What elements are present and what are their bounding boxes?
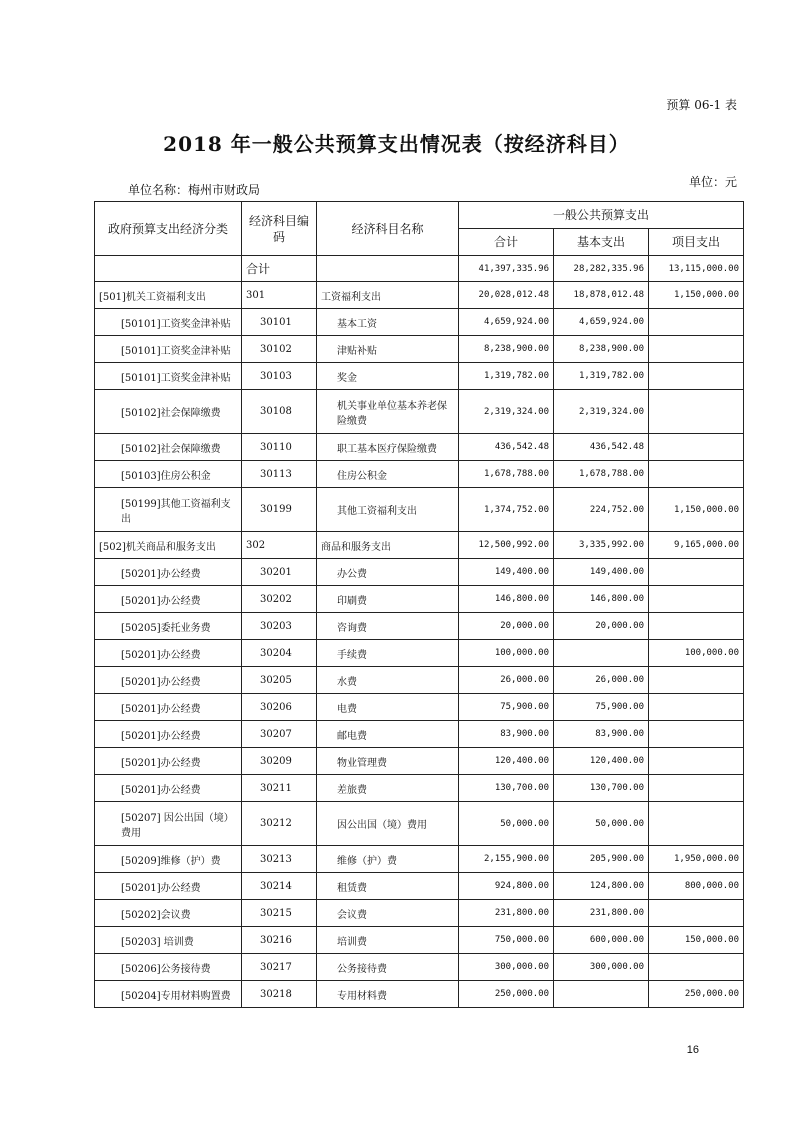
row-project (649, 613, 744, 640)
row-total: 100,000.00 (459, 640, 554, 667)
row-basic: 1,678,788.00 (554, 461, 649, 488)
row-basic: 4,659,924.00 (554, 309, 649, 336)
row-category: [50201]办公经费 (95, 721, 242, 748)
header-total: 合计 (459, 229, 554, 256)
row-code: 30203 (242, 613, 317, 640)
row-name: 维修（护）费 (317, 846, 459, 873)
table-row (95, 336, 744, 363)
row-project (649, 775, 744, 802)
row-name: 物业管理费 (317, 748, 459, 775)
currency-unit: 单位：元 (688, 175, 737, 189)
row-name: 因公出国（境）费用 (317, 802, 459, 846)
row-project: 9,165,000.00 (649, 532, 744, 559)
table-row (95, 927, 744, 954)
row-total: 130,700.00 (459, 775, 554, 802)
row-basic: 50,000.00 (554, 802, 649, 846)
row-code: 302 (242, 532, 317, 559)
row-name: 职工基本医疗保险缴费 (317, 434, 459, 461)
row-project: 1,950,000.00 (649, 846, 744, 873)
row-basic: 149,400.00 (554, 559, 649, 586)
row-name: 邮电费 (317, 721, 459, 748)
row-code: 30206 (242, 694, 317, 721)
row-code: 30217 (242, 954, 317, 981)
row-basic: 231,800.00 (554, 900, 649, 927)
table-row (95, 640, 744, 667)
row-category: [50209]维修（护）费 (95, 846, 242, 873)
row-code: 30201 (242, 559, 317, 586)
row-category: [50201]办公经费 (95, 873, 242, 900)
table-row (95, 559, 744, 586)
row-project (649, 461, 744, 488)
row-code: 30209 (242, 748, 317, 775)
row-name: 差旅费 (317, 775, 459, 802)
table-row (95, 900, 744, 927)
row-total: 12,500,992.00 (459, 532, 554, 559)
row-category: [50201]办公经费 (95, 586, 242, 613)
row-total: 20,028,012.48 (459, 282, 554, 309)
table-row (95, 802, 744, 846)
row-total: 924,800.00 (459, 873, 554, 900)
row-project (649, 309, 744, 336)
row-name: 专用材料费 (317, 981, 459, 1008)
row-code: 30213 (242, 846, 317, 873)
table-row (95, 981, 744, 1008)
header-basic: 基本支出 (554, 229, 649, 256)
row-name: 其他工资福利支出 (317, 488, 459, 532)
row-code: 301 (242, 282, 317, 309)
total-row-total: 41,397,335.96 (459, 256, 554, 282)
table-row (95, 667, 744, 694)
row-category: [50102]社会保障缴费 (95, 434, 242, 461)
header-project: 项目支出 (649, 229, 744, 256)
row-basic: 18,878,012.48 (554, 282, 649, 309)
row-category: [50101]工资奖金津补贴 (95, 336, 242, 363)
total-row-project: 13,115,000.00 (649, 256, 744, 282)
row-basic (554, 981, 649, 1008)
row-category: [50202]会议费 (95, 900, 242, 927)
row-name: 租赁费 (317, 873, 459, 900)
header-name: 经济科目名称 (317, 202, 459, 256)
row-total: 4,659,924.00 (459, 309, 554, 336)
table-row (95, 309, 744, 336)
row-category: [50102]社会保障缴费 (95, 390, 242, 434)
row-project: 250,000.00 (649, 981, 744, 1008)
row-category: [50204]专用材料购置费 (95, 981, 242, 1008)
row-code: 30214 (242, 873, 317, 900)
header-code: 经济科目编码 (242, 202, 317, 256)
row-name: 电费 (317, 694, 459, 721)
row-basic: 300,000.00 (554, 954, 649, 981)
row-total: 231,800.00 (459, 900, 554, 927)
row-code: 30101 (242, 309, 317, 336)
row-category: [50203] 培训费 (95, 927, 242, 954)
row-basic: 436,542.48 (554, 434, 649, 461)
row-code: 30204 (242, 640, 317, 667)
row-name: 住房公积金 (317, 461, 459, 488)
table-row (95, 434, 744, 461)
row-name: 印刷费 (317, 586, 459, 613)
row-name: 奖金 (317, 363, 459, 390)
table-row (95, 846, 744, 873)
row-total: 83,900.00 (459, 721, 554, 748)
row-total: 75,900.00 (459, 694, 554, 721)
row-basic: 83,900.00 (554, 721, 649, 748)
row-total: 2,155,900.00 (459, 846, 554, 873)
row-category: [50101]工资奖金津补贴 (95, 363, 242, 390)
table-row (95, 488, 744, 532)
page-number: 16 (686, 1044, 699, 1056)
row-name: 会议费 (317, 900, 459, 927)
row-code: 30216 (242, 927, 317, 954)
total-row (95, 256, 744, 282)
row-name: 机关事业单位基本养老保险缴费 (317, 390, 459, 434)
row-code: 30205 (242, 667, 317, 694)
row-name: 手续费 (317, 640, 459, 667)
row-code: 30212 (242, 802, 317, 846)
row-total: 300,000.00 (459, 954, 554, 981)
row-basic: 75,900.00 (554, 694, 649, 721)
row-name: 基本工资 (317, 309, 459, 336)
table-row (95, 363, 744, 390)
row-basic: 224,752.00 (554, 488, 649, 532)
unit-organization: 单位名称：梅州市财政局 (128, 183, 261, 197)
row-category: [502]机关商品和服务支出 (95, 532, 242, 559)
row-project (649, 559, 744, 586)
row-name: 工资福利支出 (317, 282, 459, 309)
row-total: 750,000.00 (459, 927, 554, 954)
row-basic: 2,319,324.00 (554, 390, 649, 434)
row-project (649, 694, 744, 721)
row-name: 咨询费 (317, 613, 459, 640)
header-group: 一般公共预算支出 (459, 202, 744, 229)
table-row (95, 461, 744, 488)
row-code: 30207 (242, 721, 317, 748)
row-category: [50201]办公经费 (95, 667, 242, 694)
row-code: 30108 (242, 390, 317, 434)
row-project (649, 802, 744, 846)
row-category: [50201]办公经费 (95, 694, 242, 721)
row-total: 8,238,900.00 (459, 336, 554, 363)
row-project (649, 336, 744, 363)
row-basic: 3,335,992.00 (554, 532, 649, 559)
total-row-category (95, 256, 242, 282)
total-row-name (317, 256, 459, 282)
row-code: 30215 (242, 900, 317, 927)
row-project (649, 748, 744, 775)
row-basic: 146,800.00 (554, 586, 649, 613)
table-row (95, 694, 744, 721)
row-project (649, 954, 744, 981)
table-row (95, 282, 744, 309)
row-code: 30110 (242, 434, 317, 461)
row-code: 30102 (242, 336, 317, 363)
row-basic: 26,000.00 (554, 667, 649, 694)
row-basic: 205,900.00 (554, 846, 649, 873)
row-total: 149,400.00 (459, 559, 554, 586)
row-basic: 8,238,900.00 (554, 336, 649, 363)
row-project (649, 586, 744, 613)
table-row (95, 873, 744, 900)
row-total: 50,000.00 (459, 802, 554, 846)
row-category: [50101]工资奖金津补贴 (95, 309, 242, 336)
table-row (95, 390, 744, 434)
page-title: 2018 年一般公共预算支出情况表（按经济科目） (163, 132, 630, 156)
table-row (95, 586, 744, 613)
row-category: [50201]办公经费 (95, 559, 242, 586)
table-row (95, 954, 744, 981)
row-name: 商品和服务支出 (317, 532, 459, 559)
row-code: 30199 (242, 488, 317, 532)
budget-table (94, 201, 744, 1008)
row-total: 20,000.00 (459, 613, 554, 640)
row-code: 30113 (242, 461, 317, 488)
row-project: 150,000.00 (649, 927, 744, 954)
row-code: 30103 (242, 363, 317, 390)
row-name: 公务接待费 (317, 954, 459, 981)
row-name: 津贴补贴 (317, 336, 459, 363)
row-category: [501]机关工资福利支出 (95, 282, 242, 309)
row-total: 1,319,782.00 (459, 363, 554, 390)
table-body (95, 256, 744, 1008)
row-basic: 20,000.00 (554, 613, 649, 640)
row-project (649, 900, 744, 927)
row-total: 26,000.00 (459, 667, 554, 694)
row-basic: 600,000.00 (554, 927, 649, 954)
row-project: 1,150,000.00 (649, 488, 744, 532)
table-row (95, 775, 744, 802)
row-total: 2,319,324.00 (459, 390, 554, 434)
row-name: 水费 (317, 667, 459, 694)
row-category: [50103]住房公积金 (95, 461, 242, 488)
total-row-basic: 28,282,335.96 (554, 256, 649, 282)
row-category: [50199]其他工资福利支出 (95, 488, 242, 532)
row-project (649, 390, 744, 434)
table-row (95, 721, 744, 748)
row-basic (554, 640, 649, 667)
row-total: 436,542.48 (459, 434, 554, 461)
row-basic: 124,800.00 (554, 873, 649, 900)
table-row (95, 748, 744, 775)
row-project: 100,000.00 (649, 640, 744, 667)
total-row-label: 合计 (242, 256, 317, 282)
header-category: 政府预算支出经济分类 (95, 202, 242, 256)
row-total: 1,374,752.00 (459, 488, 554, 532)
row-category: [50205]委托业务费 (95, 613, 242, 640)
row-code: 30202 (242, 586, 317, 613)
doc-code: 预算 06-1 表 (666, 98, 737, 112)
row-name: 培训费 (317, 927, 459, 954)
row-category: [50207] 因公出国（境）费用 (95, 802, 242, 846)
row-basic: 130,700.00 (554, 775, 649, 802)
row-project (649, 721, 744, 748)
row-category: [50201]办公经费 (95, 748, 242, 775)
row-total: 1,678,788.00 (459, 461, 554, 488)
row-category: [50201]办公经费 (95, 775, 242, 802)
row-project: 800,000.00 (649, 873, 744, 900)
table-row (95, 613, 744, 640)
row-name: 办公费 (317, 559, 459, 586)
row-basic: 120,400.00 (554, 748, 649, 775)
row-total: 146,800.00 (459, 586, 554, 613)
row-total: 120,400.00 (459, 748, 554, 775)
table-row (95, 532, 744, 559)
row-code: 30211 (242, 775, 317, 802)
row-project (649, 363, 744, 390)
row-category: [50201]办公经费 (95, 640, 242, 667)
row-project (649, 434, 744, 461)
row-basic: 1,319,782.00 (554, 363, 649, 390)
row-project (649, 667, 744, 694)
row-category: [50206]公务接待费 (95, 954, 242, 981)
row-project: 1,150,000.00 (649, 282, 744, 309)
row-total: 250,000.00 (459, 981, 554, 1008)
row-code: 30218 (242, 981, 317, 1008)
